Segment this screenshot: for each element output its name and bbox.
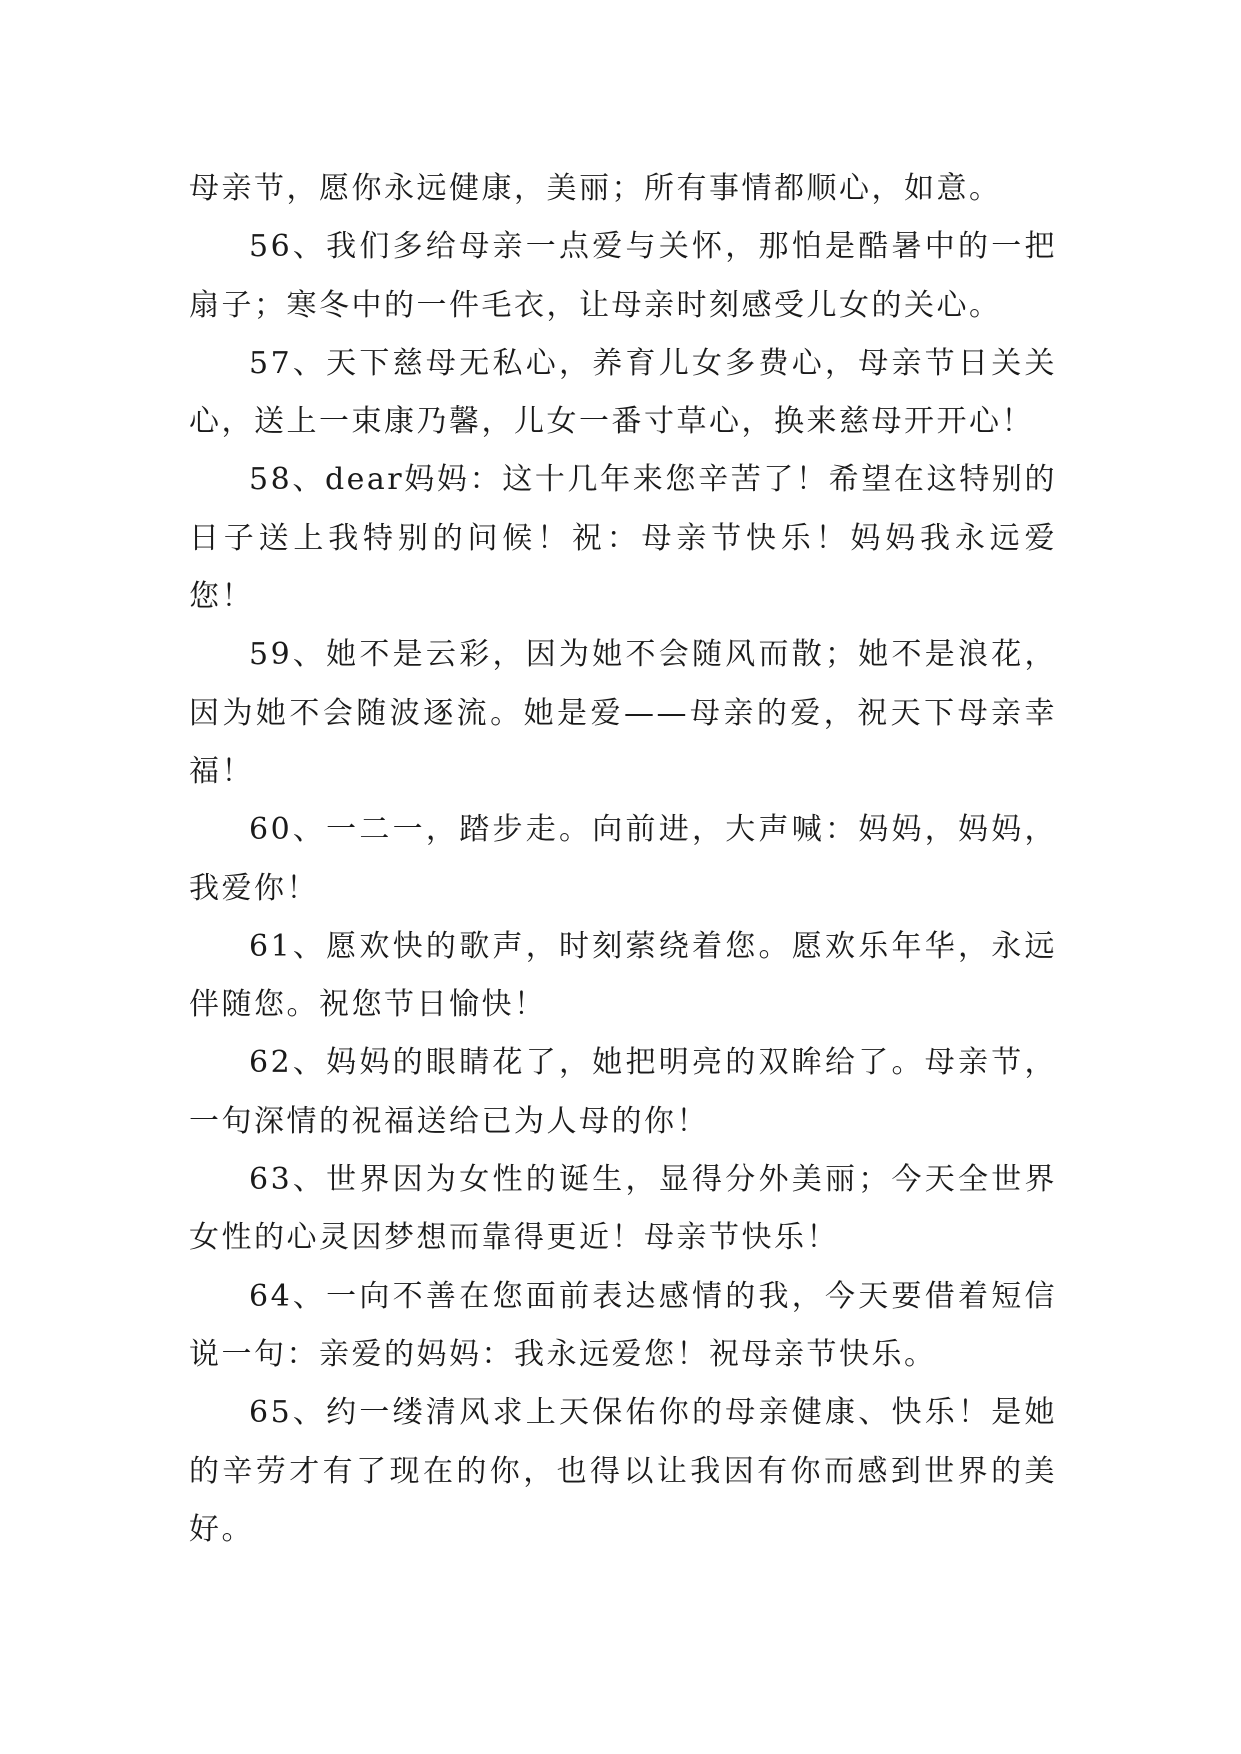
paragraph: 56、我们多给母亲一点爱与关怀，那怕是酷暑中的一把扇子；寒冬中的一件毛衣，让母亲时刻感受儿女的关心。: [189, 229, 1057, 323]
paragraph: 60、一二一，踏步走。向前进，大声喊：妈妈，妈妈，我爱你！: [189, 812, 1057, 906]
paragraph: 58、dear妈妈：这十几年来您辛苦了！希望在这特别的日子送上我特别的问候！祝：母亲节快乐！妈妈我永远爱您！: [189, 462, 1057, 615]
paragraph: 59、她不是云彩，因为她不会随风而散；她不是浪花，因为她不会随波逐流。她是爱——母亲的爱，祝天下母亲幸福！: [189, 637, 1057, 789]
paragraph: 64、一向不善在您面前表达感情的我，今天要借着短信说一句：亲爱的妈妈：我永远爱您！祝母亲节快乐。: [189, 1278, 1057, 1372]
document-body: [189, 160, 1057, 1559]
paragraph: 62、妈妈的眼睛花了，她把明亮的双眸给了。母亲节，一句深情的祝福送给已为人母的你！: [189, 1045, 1057, 1139]
paragraph: 65、约一缕清风求上天保佑你的母亲健康、快乐！是她的辛劳才有了现在的你，也得以让我因有你而感到世界的美好。: [189, 1395, 1057, 1547]
paragraph: 63、世界因为女性的诞生，显得分外美丽；今天全世界女性的心灵因梦想而靠得更近！母亲节快乐！: [189, 1162, 1057, 1256]
paragraph: 母亲节，愿你永远健康，美丽；所有事情都顺心，如意。: [189, 171, 1002, 206]
paragraph: 57、天下慈母无私心，养育儿女多费心，母亲节日关关心，送上一束康乃馨，儿女一番寸草心，换来慈母开开心！: [189, 345, 1057, 440]
paragraph: 61、愿欢快的歌声，时刻萦绕着您。愿欢乐年华，永远伴随您。祝您节日愉快！: [189, 928, 1057, 1023]
